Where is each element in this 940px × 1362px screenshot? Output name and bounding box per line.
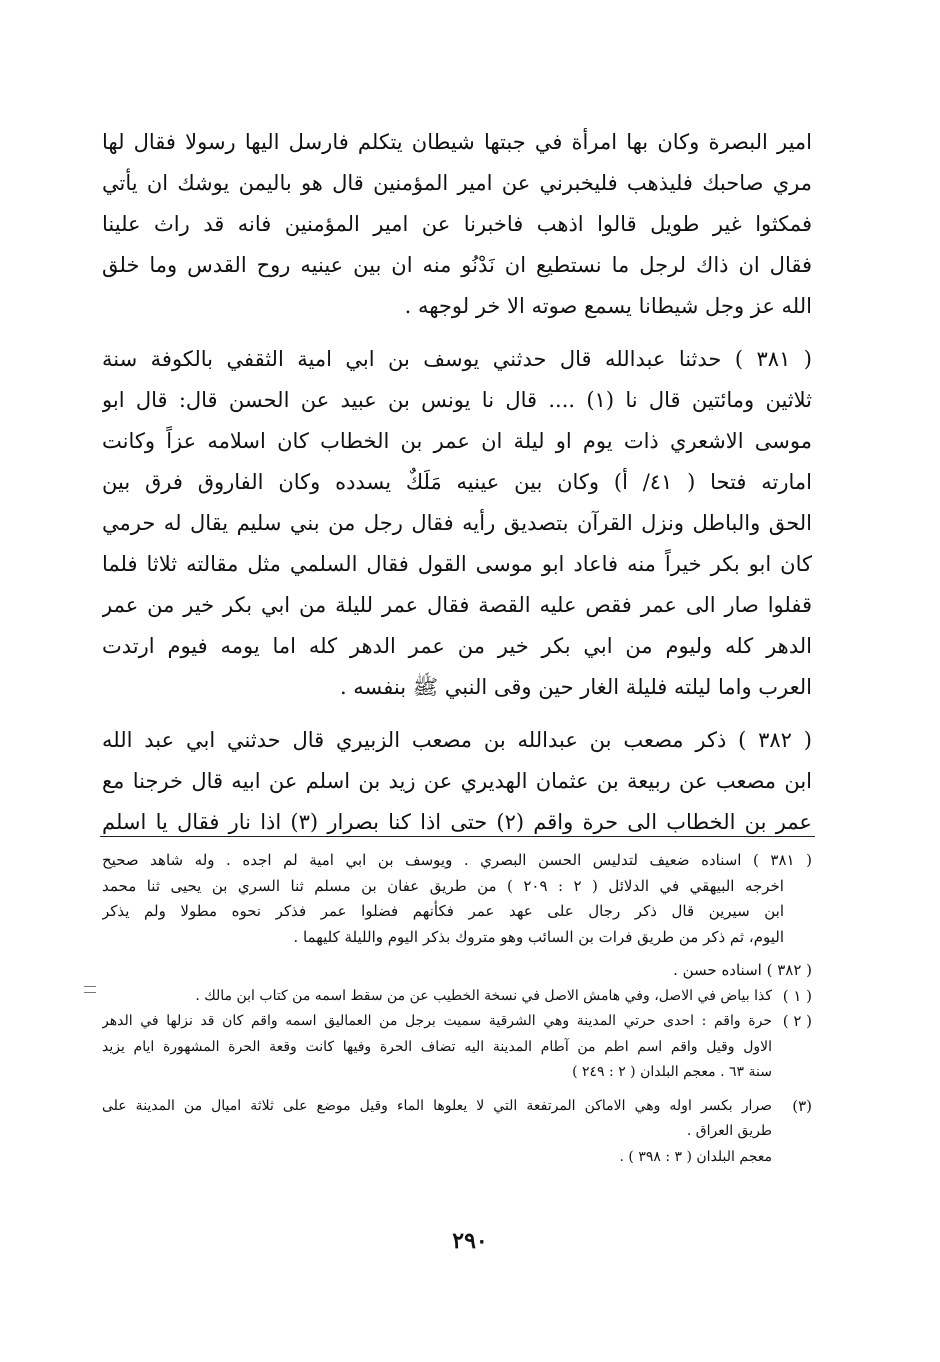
page-number: ٢٩٠: [452, 1228, 488, 1254]
hadith-381-line: ثلاثين ومائتين قال نا (١) .... قال نا يونس بن عبيد عن الحسن قال: قال ابو: [102, 388, 812, 412]
text-line: الله عز وجل شيطانا يسمع صوته الا خر لوجهه .: [404, 294, 812, 318]
hadith-382-line: عمر بن الخطاب الى حرة واقم (٢) حتى اذا كنا بصرار (٣) اذا نار فقال يا اسلم: [102, 810, 812, 834]
hadith-381-line: العرب واما ليلته فليلة الغار حين وقى النبي ﷺ بنفسه .: [339, 675, 812, 699]
footnote-381-line: اخرجه البيهقي في الدلائل ( ٢ : ٢٠٩ ) من طريق عفان بن مسلم ثنا السري بن يحيى ثنا محمد: [102, 876, 784, 895]
footnote-divider: [100, 836, 815, 837]
footnote-1: [102, 984, 812, 1010]
footnote-2-line: سنة ٦٣ . معجم البلدان ( ٢ : ٢٤٩ ): [572, 1064, 772, 1080]
footnote-1-line: كذا بياض في الاصل، وفي هامش الاصل في نسخة الخطيب عن من سقط اسمه من كتاب ابن مالك .: [195, 987, 772, 1004]
footnote-number: (٣): [792, 1096, 812, 1115]
footnote-3: [102, 1094, 812, 1171]
footnotes: [102, 848, 812, 1170]
hadith-381-line: امارته فتحا ( ٤١/ أ) وكان بين عينيه مَلَكٌ يسدده وكان الفاروق فرق بين: [102, 470, 812, 494]
text-line: فمكثوا غير طويل قالوا اذهب فاخبرنا عن امير المؤمنين فانه قد راث علينا: [102, 212, 812, 236]
footnote-381-line: ابن سيرين قال ذكر رجال على عهد عمر فكأنهم فضلوا عمر فذكر نحوه مطولا ولم يذكر: [102, 902, 784, 920]
text-line: مري صاحبك فليذهب فليخبرني عن امير المؤمنين قال هو باليمن يوشك ان يأتي: [102, 171, 812, 195]
footnote-number: ( ١ ): [782, 986, 812, 1005]
footnote-3-line: معجم البلدان ( ٣ : ٣٩٨ ) .: [619, 1148, 772, 1165]
hadith-382-line: ابن مصعب عن ربيعة بن عثمان الهديري عن زيد بن اسلم عن ابيه قال خرجنا مع: [102, 769, 812, 793]
main-text: [102, 122, 812, 843]
text-line: امير البصرة وكان بها امرأة في جبتها شيطان يتكلم فارسل اليها رسولا فقال لها: [102, 130, 812, 154]
footnote-3-line: طريق العراق .: [686, 1123, 772, 1139]
footnote-3-line: صرار بكسر اوله وهي الاماكن المرتفعة التي لا يعلوها الماء وقيل موضع على ثلاثة اميال من المدينة على: [102, 1097, 772, 1114]
hadith-381-line: الدهر كله وليوم من ابي بكر خير من عمر الدهر كله اما يومه فيوم ارتدت: [102, 634, 812, 658]
hadith-381-line: كان ابو بكر خيراً منه فاعاد ابو موسى القول فقال السلمي مثل مقالته ثلاثا فلما: [102, 552, 812, 576]
footnote-2-line: حرة واقم : احدى حرتي المدينة وهي الشرقية سميت برجل من العماليق اسمه واقم كان قد نزلها في الدهر: [102, 1013, 772, 1029]
footnote-381-line: اليوم، ثم ذكر من طريق فرات بن السائب وهو متروك بذكر اليوم والليلة كليهما .: [293, 927, 784, 946]
footnote-number: ( ٢ ): [782, 1012, 812, 1030]
hadith-381-line: الحق والباطل ونزل القرآن بتصديق رأيه فقال رجل من بني سليم يقال له حرمي: [102, 511, 812, 535]
hadith-381-line: ( ٣٨١ ) حدثنا عبدالله قال حدثني يوسف بن ابي امية الثقفي بالكوفة سنة: [102, 347, 812, 371]
footnote-381-line: ( ٣٨١ ) اسناده ضعيف لتدليس الحسن البصري . ويوسف بن ابي امية لم اجده . وله شاهد صحيح: [102, 851, 812, 869]
footnote-2-line: الاول وقيل واقم اسم اطم من آطام المدينة اليه تضاف الحرة وفيها كانت وقعة الحرة المشهورة ايام يزيد: [102, 1038, 772, 1055]
hadith-381-line: موسى الاشعري ذات يوم او ليلة ان عمر بن الخطاب كان اسلامه عزاً وكانت: [102, 429, 812, 453]
footnote-382: ( ٣٨٢ ) اسناده حسن .: [673, 961, 812, 979]
text-line: فقال ان ذاك لرجل ما نستطيع ان نَدْنُو منه ان بين عينيه روح القدس وما خلق: [102, 253, 812, 277]
margin-mark: [84, 986, 96, 993]
hadith-382-line: ( ٣٨٢ ) ذكر مصعب بن عبدالله بن مصعب الزبيري قال حدثني ابي عبد الله: [102, 728, 812, 752]
hadith-381-line: قفلوا صار الى عمر فقص عليه القصة فقال عمر لليلة من ابي بكر خير من عمر: [102, 593, 812, 617]
footnote-2: [102, 1009, 812, 1086]
